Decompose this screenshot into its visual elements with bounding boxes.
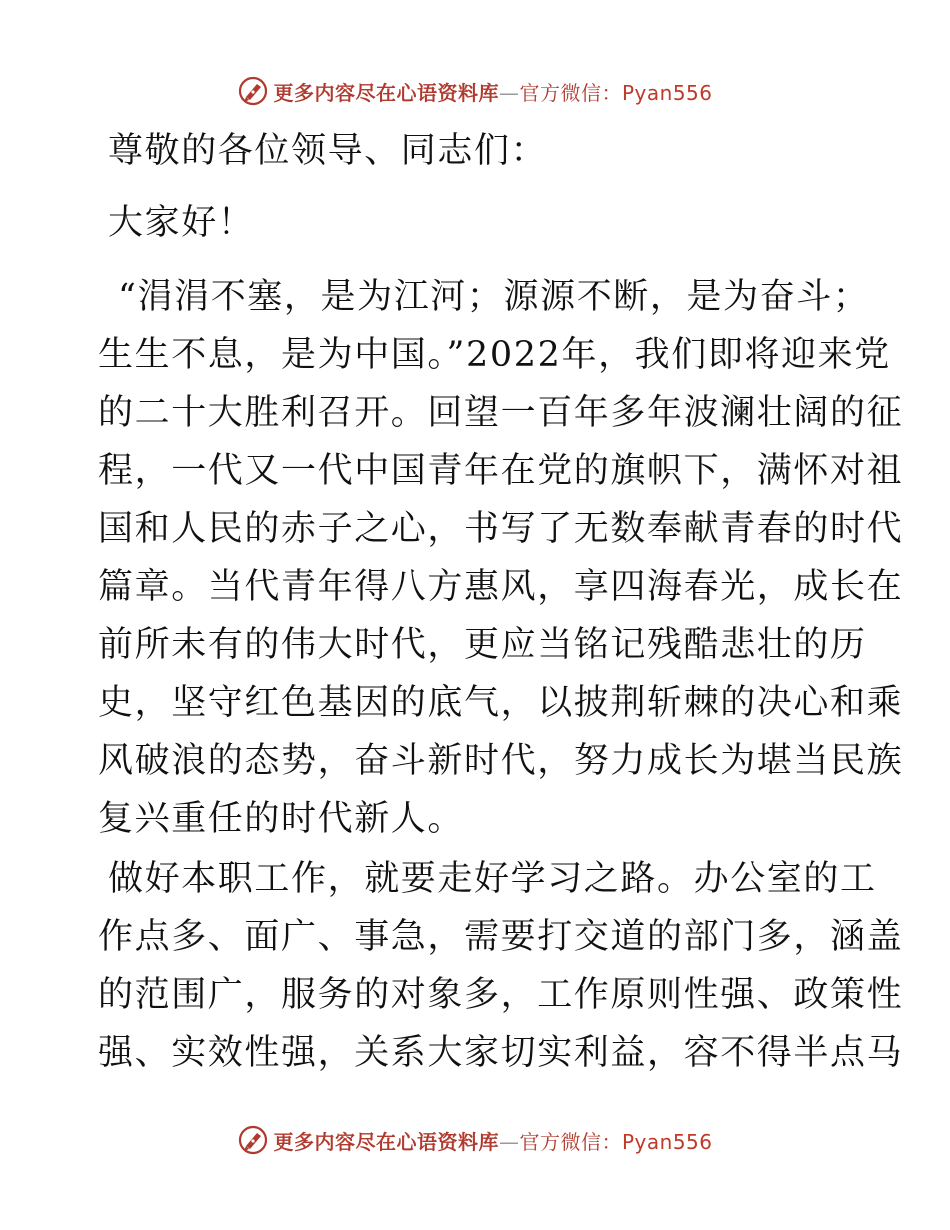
paragraph-line: 风破浪的态势，奋斗新时代，努力成长为堪当民族 bbox=[98, 741, 904, 781]
watermark-text bbox=[273, 77, 712, 106]
header-watermark-banner bbox=[0, 74, 950, 108]
watermark-main: 更多内容尽在心语资料库 bbox=[273, 1129, 499, 1154]
paragraph-line: 的二十大胜利召开。回望一百年多年波澜壮阔的征 bbox=[98, 393, 904, 433]
watermark-text bbox=[273, 1126, 712, 1155]
paragraph-line: 做好本职工作，就要走好学习之路。办公室的工 bbox=[108, 859, 877, 899]
watermark-wechat-label: 官方微信： bbox=[519, 1129, 622, 1154]
watermark-wechat-label: 官方微信： bbox=[519, 80, 622, 105]
paragraph-line: “涓涓不塞，是为江河；源源不断，是为奋斗； bbox=[118, 277, 870, 317]
paragraph-1 bbox=[98, 270, 903, 850]
pen-nib-logo-icon bbox=[237, 1124, 269, 1156]
paragraph-line: 程，一代又一代中国青年在党的旗帜下，满怀对祖 bbox=[98, 451, 904, 491]
paragraph-line: 作点多、面广、事急，需要打交道的部门多，涵盖 bbox=[98, 917, 904, 957]
salutation: 尊敬的各位领导、同志们： bbox=[108, 131, 548, 171]
watermark-main: 更多内容尽在心语资料库 bbox=[273, 80, 499, 105]
watermark-separator: — bbox=[498, 1129, 520, 1154]
watermark-wechat-id: Pyan556 bbox=[621, 80, 713, 105]
paragraph-line: 史，坚守红色基因的底气，以披荆斩棘的决心和乘 bbox=[98, 683, 904, 723]
paragraph-line: 前所未有的伟大时代，更应当铭记残酷悲壮的历 bbox=[98, 625, 867, 665]
pen-nib-logo-icon bbox=[237, 75, 269, 107]
footer-watermark-banner bbox=[0, 1123, 950, 1157]
paragraph-line: 国和人民的赤子之心，书写了无数奉献青春的时代 bbox=[98, 509, 904, 549]
greeting: 大家好！ bbox=[108, 203, 255, 243]
paragraph-line: 篇章。当代青年得八方惠风，享四海春光，成长在 bbox=[98, 567, 904, 607]
watermark-separator: — bbox=[498, 80, 520, 105]
watermark-wechat-id: Pyan556 bbox=[621, 1129, 713, 1154]
paragraph-line: 生生不息，是为中国。”2022年，我们即将迎来党 bbox=[98, 335, 891, 375]
paragraph-2 bbox=[98, 852, 903, 1084]
paragraph-line: 强、实效性强，关系大家切实利益，容不得半点马 bbox=[98, 1033, 904, 1073]
paragraph-line: 的范围广，服务的对象多，工作原则性强、政策性 bbox=[98, 975, 904, 1015]
paragraph-line: 复兴重任的时代新人。 bbox=[98, 799, 465, 839]
